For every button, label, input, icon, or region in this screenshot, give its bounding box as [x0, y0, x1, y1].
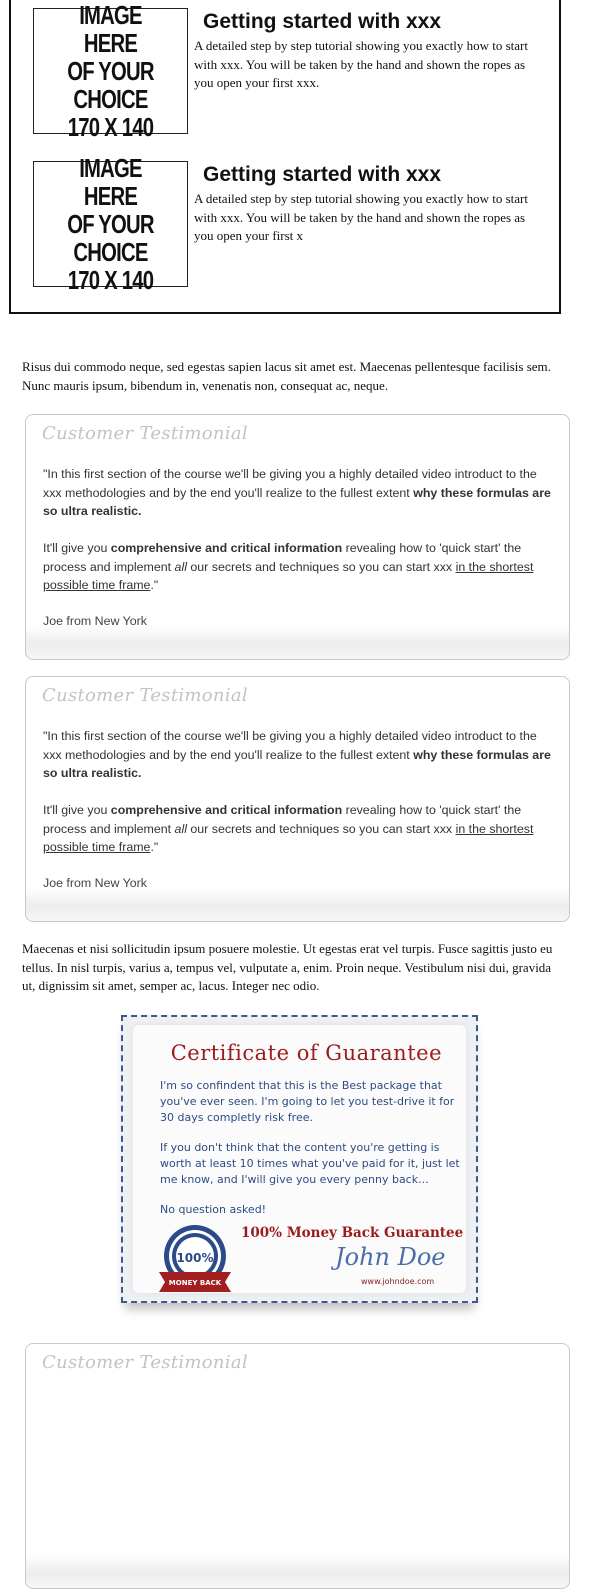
testimonial-author: Joe from New York [43, 876, 147, 890]
text: It'll give you [43, 803, 111, 817]
course-description: A detailed step by step tutorial showing you exactly how to start with xxx. You will be taken by the hand and shown the ropes as you open your first x [194, 191, 528, 243]
course-title: Getting started with xxx [203, 10, 442, 33]
certificate-text: I'm so confindent that this is the Best package that you've ever seen. I'm going to let you test-drive it for 30 days completly risk free. [160, 1079, 455, 1124]
money-back-guarantee: 100% Money Back Guarantee [241, 1225, 464, 1241]
text: ." [150, 840, 159, 854]
body-paragraph: Maecenas et nisi sollicitudin ipsum posuere molestie. Ut egestas erat vel turpis. Fusce sagittis justo eu tellus. In nisl turpis, varius a, tempus vel, vulputate a, enim. Proin neque. Vestibulum nisi dui, gravida ut, dignissim sit amet, semper ac, lacus. Integer nec odio. [22, 941, 553, 993]
seal-percent: 100% [176, 1251, 214, 1265]
money-back-seal-icon [155, 1220, 235, 1300]
bold-text: comprehensive and critical information [110, 541, 343, 555]
testimonial-heading: Customer Testimonial [42, 1352, 248, 1373]
text: "In this first section of the course we'll be giving you a highly detailed video introduct to the xxx methodologies and by the end you'll realize to the fullest extent [43, 729, 537, 762]
italic-text: all [174, 559, 187, 574]
course-item [33, 0, 563, 142]
text: revealing how to 'quick start' the process and implement [43, 541, 522, 574]
italic-text: all [174, 821, 187, 836]
image-placeholder-text: IMAGE HERE OF YOUR CHOICE 170 X 140 [67, 153, 154, 295]
course-image-placeholder [33, 0, 188, 142]
course-image-placeholder [33, 153, 188, 295]
course-list-box [9, 0, 561, 314]
testimonial-heading: Customer Testimonial [42, 423, 248, 444]
text: "In this first section of the course we'll be giving you a highly detailed video introduct to the xxx methodologies and by the end you'll realize to the fullest extent [43, 467, 537, 500]
underlined-text: in the shortest possible time frame [43, 559, 534, 592]
testimonial-quote-p1 [43, 465, 553, 521]
bold-text: why these formulas are so ultra realistic. [43, 747, 551, 780]
testimonial-box [25, 414, 570, 660]
certificate-text: No question asked! [160, 1203, 267, 1216]
text: our secrets and techniques so you can start xxx [186, 821, 456, 836]
text: It'll give you [43, 541, 111, 555]
certificate-text: If you don't think that the content you're getting is worth at least 10 times what you've paid for it, just let me know, and I'will give you every penny back... [160, 1141, 460, 1186]
testimonial-box [25, 676, 570, 922]
text: revealing how to 'quick start' the process and implement [43, 803, 522, 836]
bold-text: why these formulas are so ultra realistic. [43, 485, 551, 518]
course-title: Getting started with xxx [203, 163, 442, 186]
guarantee-certificate [121, 1015, 478, 1303]
testimonial-box [25, 1343, 570, 1589]
image-placeholder-text: IMAGE HERE OF YOUR CHOICE 170 X 140 [67, 0, 154, 142]
testimonial-heading: Customer Testimonial [42, 685, 248, 706]
bold-text: comprehensive and critical information [110, 803, 343, 817]
underlined-text: in the shortest possible time frame [43, 821, 534, 854]
text: our secrets and techniques so you can start xxx [186, 559, 456, 574]
seal-label: MONEY BACK [168, 1279, 222, 1287]
certificate-url: www.johndoe.com [361, 1277, 435, 1286]
signature: John Doe [335, 1243, 446, 1271]
intro-paragraph: Risus dui commodo neque, sed egestas sapien lacus sit amet est. Maecenas pellentesque facilisis sem. Nunc mauris ipsum, bibendum in, venenatis non, consequat ac, neque. [22, 359, 551, 393]
course-item [33, 153, 563, 295]
testimonial-author: Joe from New York [43, 614, 147, 628]
testimonial-quote-p1 [43, 727, 553, 783]
testimonial-quote-p2 [43, 801, 553, 857]
testimonial-quote-p2 [43, 539, 553, 595]
text: ." [150, 578, 159, 592]
certificate-title: Certificate of Guarantee [170, 1041, 442, 1065]
course-description: A detailed step by step tutorial showing you exactly how to start with xxx. You will be taken by the hand and shown the ropes as you open your first xxx. [194, 38, 528, 90]
